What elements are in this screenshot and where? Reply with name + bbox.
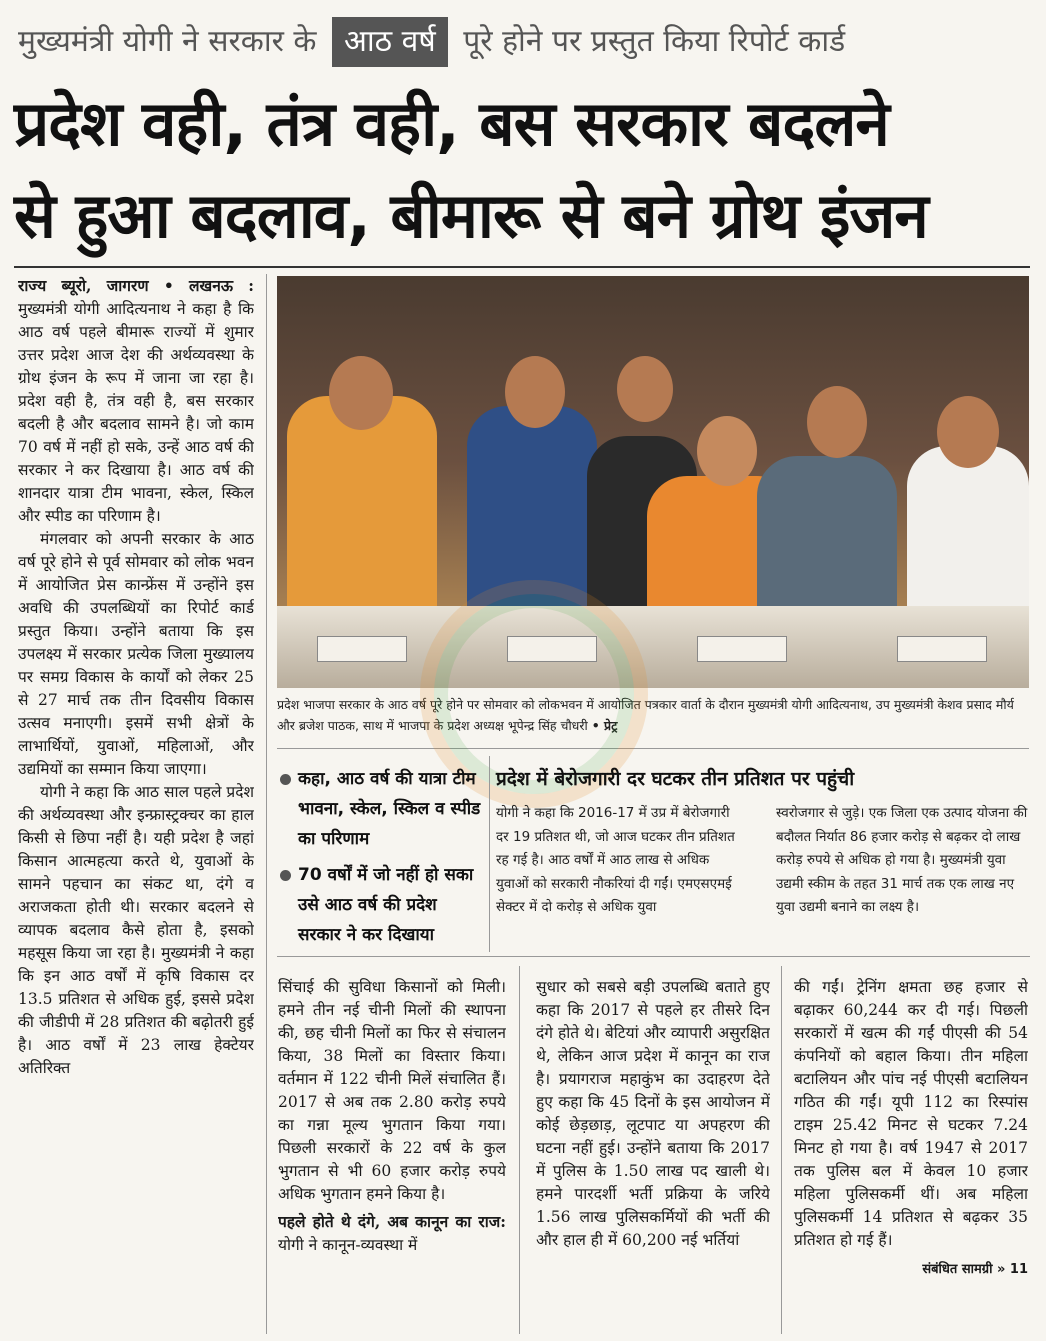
headline-line-1: प्रदेश वही, तंत्र वही, बस सरकार बदलने xyxy=(14,87,889,160)
col1-paragraph-1: मुख्यमंत्री योगी आदित्यनाथ ने कहा है कि आठ वर्ष पहले बीमारू राज्यों में शुमार उत्तर प्रदेश आज देश की अर्थव्यवस्था के ग्रोथ इंजन के रूप में जाना जा रहा है। प्रदेश वही है, तंत्र वही है, बस सरकार बदली है और बदलाव सामने है। जो काम 70 वर्ष में नहीं हो सके, उन्हें आठ वर्ष की सरकार ने कर दिखाया है। आठ वर्ष की शानदार यात्रा टीम भावना, स्केल, स्किल और स्पीड का परिणाम है। xyxy=(18,300,254,525)
box-column-right: स्वरोजगार से जुड़े। एक जिला एक उत्पाद योजना की बदौलत निर्यात 86 हजार करोड़ से बढ़कर दो लाख करोड़ रुपये से अधिक हो गया है। मुख्यमंत्री युवा उद्यमी स्कीम के तहत 31 मार्च तक एक लाख नए युवा उद्यमी बनाने का लक्ष्य है। xyxy=(776,805,1028,915)
news-photo xyxy=(277,276,1029,688)
photo-caption-text: प्रदेश भाजपा सरकार के आठ वर्ष पूरे होने पर सोमवार को लोकभवन में आयोजित पत्रकार वार्ता के दौरान मुख्यमंत्री योगी आदित्यनाथ, उप मुख्यमंत्री केशव प्रसाद मौर्य और ब्रजेश पाठक, साथ में भाजपा के प्रदेश अध्यक्ष भूपेन्द्र सिंह चौधरी xyxy=(277,697,1014,733)
pull-quotes xyxy=(278,764,484,956)
kicker-highlight: आठ वर्ष xyxy=(332,17,448,67)
byline: राज्य ब्यूरो, जागरण • लखनऊ : xyxy=(18,276,254,295)
pull-quote-1: कहा, आठ वर्ष की यात्रा टीम भावना, स्केल, स्किल व स्पीड का परिणाम xyxy=(278,764,484,854)
lower-divider xyxy=(277,956,1030,957)
col1-paragraph-2: मंगलवार को अपनी सरकार के आठ वर्ष पूरे होने से पूर्व सोमवार को लोक भवन में आयोजित प्रेस कान्फ्रेंस में उन्होंने इस अवधि की उपलब्धियों का रिपोर्ट कार्ड प्रस्तुत किया। उन्होंने बताया कि इस उपलक्ष्य में सरकार प्रत्येक जिला मुख्यालय पर समग्र विकास के कार्यों को लेकर 25 से 27 मार्च तक तीन दिवसीय विकास उत्सव मनाएगी। इसमें सभी क्षेत्रों के लाभार्थियों, युवाओं, महिलाओं, और उद्यमियों का सम्मान किया जाएगा। xyxy=(18,530,254,778)
box-column-left: योगी ने कहा कि 2016-17 में उप्र में बेरोजगारी दर 19 प्रतिशत थी, जो आज घटकर तीन प्रतिशत रह गई है। आठ वर्षों में आठ लाख से अधिक युवाओं को सरकारी नौकरियां दी गईं। एमएसएमई सेक्टर में दो करोड़ से अधिक युवा xyxy=(496,805,735,915)
box-divider-vertical xyxy=(489,756,490,952)
column-divider-1 xyxy=(266,274,267,1334)
kicker xyxy=(18,14,1028,70)
article-column-3 xyxy=(536,976,770,1334)
column-divider-2 xyxy=(519,966,520,1334)
photo-credit: • प्रेट्र xyxy=(591,718,618,733)
col1-paragraph-3: योगी ने कहा कि आठ साल पहले प्रदेश की अर्थव्यवस्था और इन्फ्रास्ट्रक्चर का हाल किसी से छिपा नहीं है। यही प्रदेश है जहां किसान आत्महत्या करते थे, युवाओं के सामने पहचान का संकट था, दंगे व अराजकता होती थी। सरकार बदलने से व्यापक बदलाव कैसे होता है, इसको महसूस किया जा रहा है। मुख्यमंत्री ने कहा कि इन आठ वर्षों में कृषि विकास दर 13.5 प्रतिशत से अधिक हुई, इससे प्रदेश की जीडीपी में 28 प्रतिशत की बढ़ोतरी हुई है। आठ वर्षों में 23 लाख हेक्टेयर अतिरिक्त xyxy=(18,783,254,1077)
col2-subheading: पहले होते थे दंगे, अब कानून का राज: xyxy=(278,1212,506,1231)
col4-paragraph-1: की गईं। ट्रेनिंग क्षमता छह हजार से बढ़ाकर 60,244 कर दी गई। पिछली सरकारों में खत्म की गईं पीएसी की 54 कंपनियों को बहाल किया। तीन महिला बटालियन और पांच नई पीएसी बटालियन गठित की गईं। यूपी 112 का रिस्पांस टाइम 25.42 मिनट से घटकर 7.24 मिनट हो गया है। वर्ष 1947 से 2017 तक पुलिस बल में केवल 10 हजार महिला पुलिसकर्मी थीं। अब महिला पुलिसकर्मी 14 प्रतिशत से बढ़कर 35 प्रतिशत हो गई हैं। xyxy=(794,978,1028,1249)
kicker-text-after: पूरे होने पर प्रस्तुत किया रिपोर्ट कार्ड xyxy=(463,24,846,59)
col2-paragraph-2: योगी ने कानून-व्यवस्था में xyxy=(278,1236,418,1254)
col2-paragraph-1: सिंचाई की सुविधा किसानों को मिली। हमने तीन नई चीनी मिलों की स्थापना की, छह चीनी मिलों का फिर से संचालन किया, 38 मिलों का विस्तार किया। वर्तमान में 122 चीनी मिलें संचालित हैं। 2017 से अब तक 2.80 करोड़ रुपये का गन्ना मूल्य भुगतान किया गया। पिछली सरकारों के 22 वर्ष के कुल भुगतान से भी 60 हजार करोड़ रुपये अधिक भुगतान हमने किया है। xyxy=(278,978,506,1203)
article-column-2 xyxy=(278,976,506,1334)
photo-caption xyxy=(277,694,1029,736)
box-title: प्रदेश में बेरोजगारी दर घटकर तीन प्रतिशत पर पहुंची xyxy=(496,768,855,790)
article-column-1 xyxy=(18,274,254,1334)
column-divider-3 xyxy=(781,966,782,1334)
headline-line-2: से हुआ बदलाव, बीमारू से बने ग्रोथ इंजन xyxy=(14,179,928,252)
kicker-text-before: मुख्यमंत्री योगी ने सरकार के xyxy=(18,24,317,59)
caption-divider xyxy=(277,748,1029,749)
article-column-4 xyxy=(794,976,1028,1334)
pull-quote-2: 70 वर्षों में जो नहीं हो सका उसे आठ वर्ष की प्रदेश सरकार ने कर दिखाया xyxy=(278,860,484,950)
headline-divider xyxy=(14,266,1030,268)
related-content-link[interactable]: संबंधित सामग्री » 11 xyxy=(922,1262,1028,1277)
col3-paragraph-1: सुधार को सबसे बड़ी उपलब्धि बताते हुए कहा कि 2017 से पहले हर तीसरे दिन दंगे होते थे। बेटियां और व्यापारी असुरक्षित थे, लेकिन आज प्रदेश में कानून का राज है। प्रयागराज महाकुंभ का उदाहरण देते हुए कहा कि 45 दिनों के इस आयोजन में कोई छेड़छाड़, लूटपाट या अपहरण की घटना नहीं हुई। उन्होंने बताया कि 2017 में पुलिस के 1.50 लाख पद खाली थे। हमने पारदर्शी भर्ती प्रक्रिया के जरिये 1.56 लाख पुलिसकर्मियों की भर्ती की और हाल ही में 60,200 नई भर्तियां xyxy=(536,978,770,1249)
